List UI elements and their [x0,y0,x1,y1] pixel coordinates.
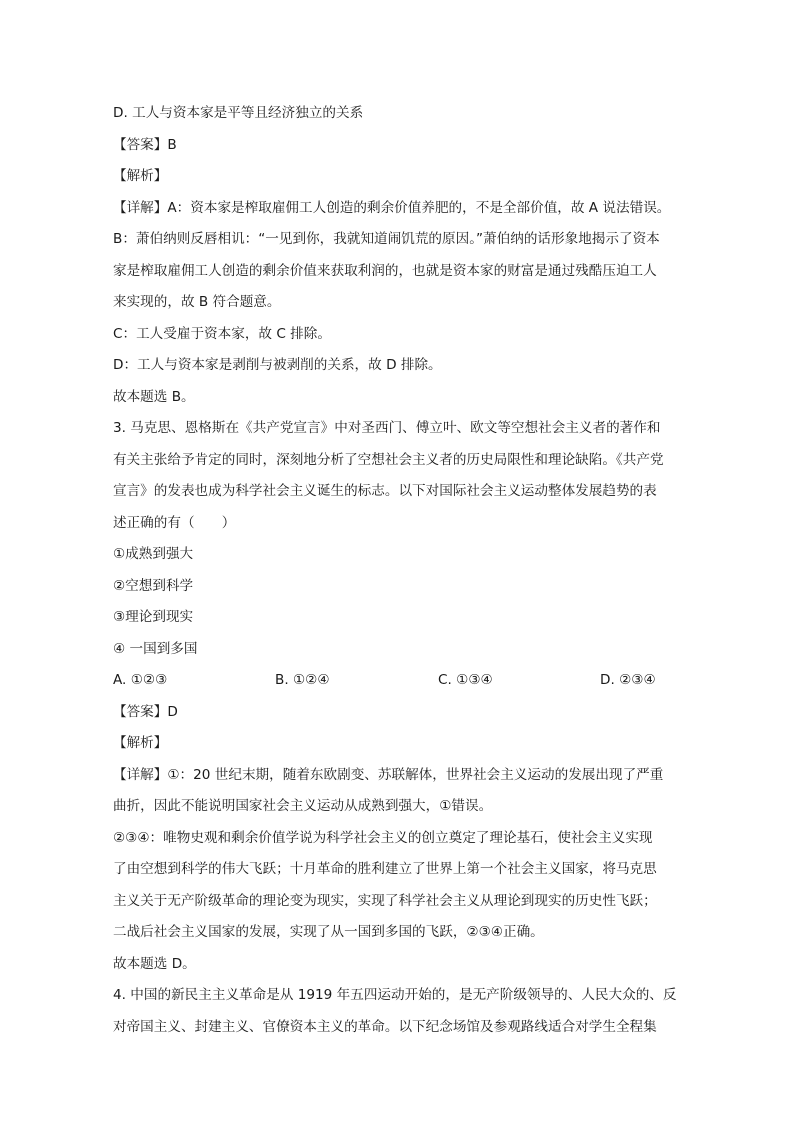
q2-detail-b-line: B：萧伯纳则反唇相讥：“一见到你，我就知道闹饥荒的原因。”萧伯纳的话形象地揭示了资本 [113,231,660,247]
q3-detail-line: 【详解】①：20 世纪末期，随着东欧剧变、苏联解体，世界社会主义运动的发展出现了严重 [113,766,664,783]
q3-option-c: C. ①③④ [438,672,493,688]
q2-conclusion: 故本题选 B。 [113,388,195,405]
q3-conclusion: 故本题选 D。 [113,955,196,972]
q3-option-b: B. ①②④ [275,672,330,688]
q3-stem-line: 宣言》的发表也成为科学社会主义诞生的标志。以下对国际社会主义运动整体发展趋势的表 [113,483,657,499]
q2-detail-d: D：工人与资本家是剥削与被剥削的关系，故 D 排除。 [113,357,442,373]
q3-detail-line: 曲折，因此不能说明国家社会主义运动从成熟到强大，①错误。 [113,798,493,814]
document-page [113,98,684,1043]
q2-detail-a: 【详解】A：资本家是榨取雇佣工人创造的剩余价值养肥的，不是全部价值，故 A 说法错误。 [113,199,671,216]
q3-option-d: D. ②③④ [600,672,656,688]
q3-item-2: ②空想到科学 [113,577,194,594]
q3-item-1: ①成熟到强大 [113,546,194,562]
q2-analysis-label: 【解析】 [113,168,168,184]
q2-detail-b-line: 家是榨取雇佣工人创造的剩余价值来获取利润的，也就是资本家的财富是通过残酷压迫工人 [113,262,657,279]
q3-detail-line: 了由空想到科学的伟大飞跃；十月革命的胜利建立了世界上第一个社会主义国家，将马克思 [113,861,657,877]
q4-stem-line: 4. 中国的新民主主义革命是从 1919 年五四运动开始的，是无产阶级领导的、人民大众的、反 [113,987,677,1003]
q3-item-4: ④ 一国到多国 [113,640,198,657]
q2-detail-c: C：工人受雇于资本家，故 C 排除。 [113,325,331,342]
q3-detail-line: 二战后社会主义国家的发展，实现了从一国到多国的飞跃，②③④正确。 [113,924,544,940]
q3-option-a: A. ①②③ [113,672,168,688]
q4-stem-line: 对帝国主义、封建主义、官僚资本主义的革命。以下纪念场馆及参观路线适合对学生全程集 [113,1018,657,1035]
q3-stem-line: 述正确的有（ ） [113,514,236,531]
q3-detail-line: 主义关于无产阶级革命的理论变为现实，实现了科学社会主义从理论到现实的历史性飞跃； [113,892,657,909]
q2-answer: 【答案】B [113,136,177,153]
q3-stem-line: 有关主张给予肯定的同时，深刻地分析了空想社会主义者的历史局限性和理论缺陷。《共产党 [113,451,664,468]
q3-answer: 【答案】D [113,703,178,720]
q2-detail-b-line: 来实现的，故 B 符合题意。 [113,294,281,310]
q3-options-row [113,665,684,697]
q3-detail-line: ②③④：唯物史观和剩余价值学说为科学社会主义的创立奠定了理论基石，使社会主义实现 [113,829,653,846]
q3-stem-line: 3. 马克思、恩格斯在《共产党宣言》中对圣西门、傅立叶、欧文等空想社会主义者的著作和 [113,420,661,436]
q2-option-d: D. 工人与资本家是平等且经济独立的关系 [113,105,364,121]
q3-item-3: ③理论到现实 [113,609,194,625]
q3-analysis-label: 【解析】 [113,735,168,751]
